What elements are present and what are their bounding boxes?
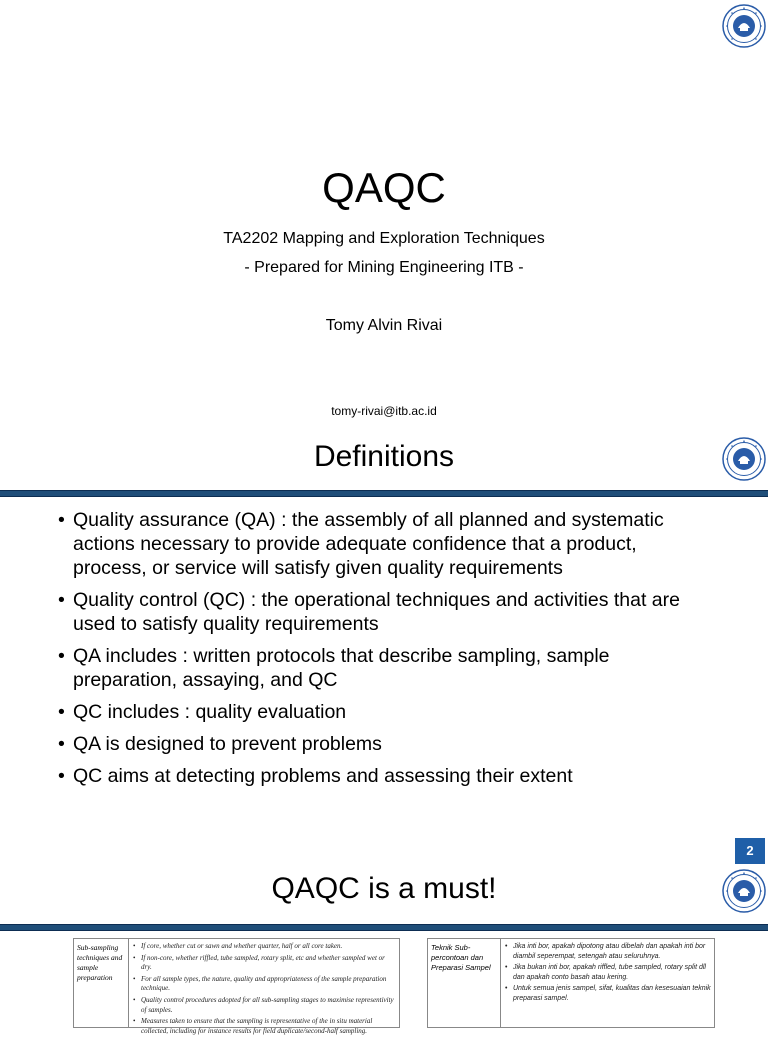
list-item: • QA includes : written protocols that describe sampling, sample preparation, assaying, and QC xyxy=(58,644,708,692)
slide-title xyxy=(0,0,768,432)
list-item: • Quality control (QC) : the operational techniques and activities that are used to satisfy quality requirements xyxy=(58,588,708,636)
list-item: • Untuk semua jenis sampel, sifat, kualitas dan kesesuaian teknik preparasi sampel. xyxy=(503,984,713,1003)
list-item: • Quality assurance (QA) : the assembly of all planned and systematic actions necessary to provide adequate confidence that a product, process, or service will satisfy given quality requirements xyxy=(58,508,708,580)
table-row-label: Sub-sampling techniques and sample preparation xyxy=(77,943,123,982)
table-divider xyxy=(500,939,501,1027)
list-item: • QC aims at detecting problems and assessing their extent xyxy=(58,764,708,788)
slide-qaqc-must xyxy=(0,864,768,1035)
slide-definitions xyxy=(0,432,768,864)
kcmi-table-excerpt-indonesian xyxy=(427,938,715,1028)
heading-divider xyxy=(0,924,768,931)
table-divider xyxy=(128,939,129,1027)
itb-seal-logo-icon xyxy=(722,4,766,48)
prepared-for: - Prepared for Mining Engineering ITB - xyxy=(244,259,524,276)
list-item: • If non-core, whether riffled, tube sampled, rotary split, etc and whether sampled wet or dry. xyxy=(131,954,397,973)
list-item: • Quality control procedures adopted for all sub-sampling stages to maximise representivity of samples. xyxy=(131,996,397,1015)
list-item: • QA is designed to prevent problems xyxy=(58,732,708,756)
list-item: • Jika bukan inti bor, apakah riffled, tube sampled, rotary split dll dan apakah conto basah atau kering. xyxy=(503,963,713,982)
presentation-title: QAQC xyxy=(322,164,446,211)
jorc-table-excerpt-english xyxy=(73,938,400,1035)
slide-heading: QAQC is a must! xyxy=(271,872,497,905)
heading-divider xyxy=(0,490,768,497)
author-name: Tomy Alvin Rivai xyxy=(325,317,443,334)
list-item: • Measures taken to ensure that the sampling is representative of the in situ material collected, including for instance results for field duplicate/second-half sampling. xyxy=(131,1017,397,1036)
table-criteria-list xyxy=(503,942,713,1006)
list-item: • Jika inti bor, apakah dipotong atau dibelah dan apakah inti bor diambil seperempat, setengah atau seluruhnya. xyxy=(503,942,713,961)
page-number-badge: 2 xyxy=(735,838,765,864)
list-item: • For all sample types, the nature, quality and appropriateness of the sample preparation technique. xyxy=(131,975,397,994)
list-item: • If core, whether cut or sawn and whether quarter, half or all core taken. xyxy=(131,942,397,952)
table-row-label: Teknik Sub-percontoan dan Preparasi Sampel xyxy=(431,943,491,972)
author-email: tomy-rivai@itb.ac.id xyxy=(331,404,437,418)
table-criteria-list xyxy=(131,942,397,1038)
course-name: TA2202 Mapping and Exploration Techniques xyxy=(223,230,545,247)
definition-list xyxy=(58,508,708,796)
list-item: • QC includes : quality evaluation xyxy=(58,700,708,724)
slide-heading: Definitions xyxy=(313,440,455,473)
